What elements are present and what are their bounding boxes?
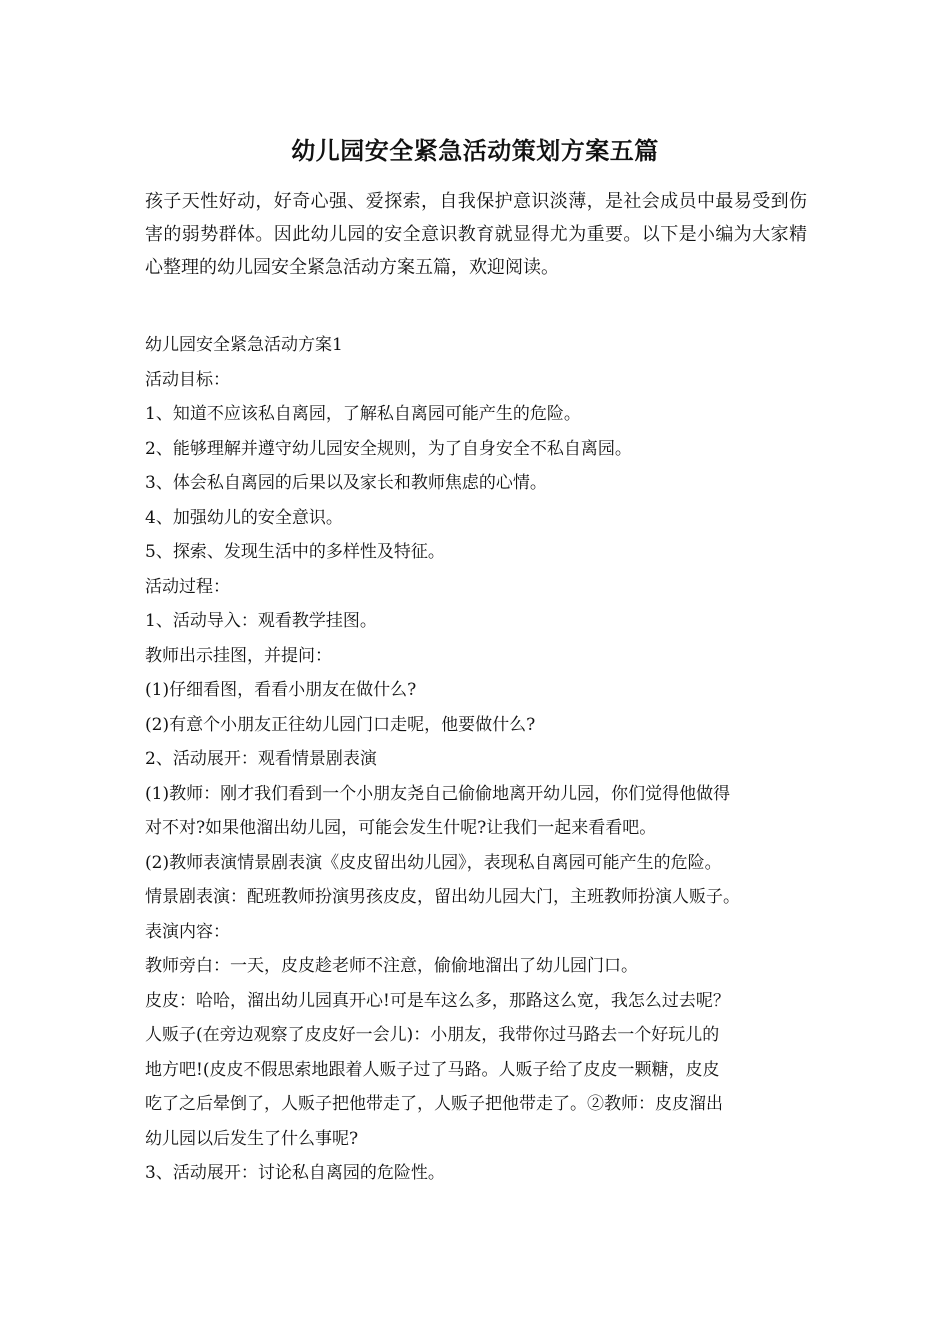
body-line: 皮皮：哈哈，溜出幼儿园真开心!可是车这么多，那路这么宽，我怎么过去呢？	[145, 990, 730, 1011]
body-line: 表演内容：	[145, 921, 230, 942]
body-line: 地方吧!(皮皮不假思索地跟着人贩子过了马路。人贩子给了皮皮一颗糖，皮皮	[145, 1059, 720, 1080]
body-line: 5、探索、发现生活中的多样性及特征。	[145, 542, 445, 562]
document-title: 幼儿园安全紧急活动策划方案五篇	[291, 137, 659, 165]
body-line: 活动目标：	[145, 369, 230, 390]
body-line: (2)有意个小朋友正往幼儿园门口走呢，他要做什么?	[145, 714, 536, 735]
body-line: 情景剧表演：配班教师扮演男孩皮皮，留出幼儿园大门，主班教师扮演人贩子。	[145, 887, 740, 907]
body-line: 幼儿园以后发生了什么事呢?	[145, 1128, 359, 1149]
document-body	[145, 328, 807, 1191]
body-line: (1)仔细看图，看看小朋友在做什么?	[145, 680, 417, 700]
body-line: 3、体会私自离园的后果以及家长和教师焦虑的心情。	[145, 473, 547, 493]
body-line: 活动过程：	[145, 576, 230, 597]
body-line: (2)教师表演情景剧表演《皮皮留出幼儿园》，表现私自离园可能产生的危险。	[145, 852, 722, 873]
body-line: 人贩子(在旁边观察了皮皮好一会儿)：小朋友，我带你过马路去一个好玩儿的	[145, 1025, 720, 1045]
body-line: 教师出示挂图，并提问：	[145, 645, 332, 666]
body-line: 1、知道不应该私自离园，了解私自离园可能产生的危险。	[145, 404, 581, 424]
body-line: 2、活动展开：观看情景剧表演	[145, 749, 377, 769]
body-line: 3、活动展开：讨论私自离园的危险性。	[145, 1163, 445, 1183]
intro-paragraph: 孩子天性好动，好奇心强、爱探索，自我保护意识淡薄，是社会成员中最易受到伤害的弱势群体。因此幼儿园的安全意识教育就显得尤为重要。以下是小编为大家精心整理的幼儿园安全紧急活动方案五篇，欢迎阅读。	[145, 191, 807, 278]
body-line: 对不对?如果他溜出幼儿园，可能会发生什呢?让我们一起来看看吧。	[145, 818, 657, 838]
body-line: 幼儿园安全紧急活动方案1	[145, 335, 343, 355]
body-line: 教师旁白：一天，皮皮趁老师不注意，偷偷地溜出了幼儿园门口。	[145, 956, 638, 976]
body-line: 2、能够理解并遵守幼儿园安全规则，为了自身安全不私自离园。	[145, 438, 632, 459]
body-line: 1、活动导入：观看教学挂图。	[145, 611, 377, 631]
body-line: (1)教师：刚才我们看到一个小朋友尧自己偷偷地离开幼儿园，你们觉得他做得	[145, 783, 731, 804]
body-line: 4、加强幼儿的安全意识。	[145, 507, 343, 528]
body-line: 吃了之后晕倒了，人贩子把他带走了，人贩子把他带走了。②教师：皮皮溜出	[145, 1094, 723, 1114]
